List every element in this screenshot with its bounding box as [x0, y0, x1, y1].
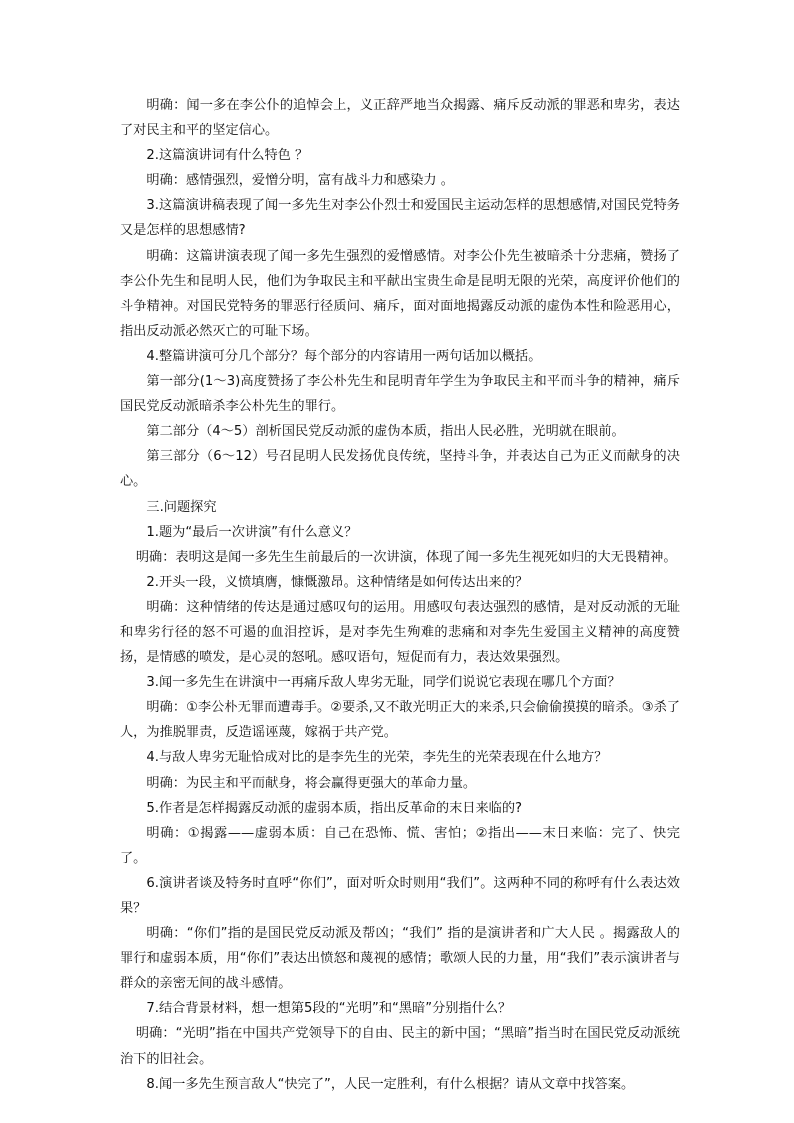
answer-paragraph-3: 明确：这篇讲演表现了闻一多先生强烈的爱憎感情。对李公仆先生被暗杀十分悲痛，赞扬了李公仆先生和昆明人民，他们为争取民主和平献出宝贵生命是昆明无限的光荣，高度评价他们的斗争精神。对国民党特务的罪恶行径质问、痛斥，面对面地揭露反动派的虚伪本性和险恶用心，指出反动派必然灭亡的可耻下场。	[120, 248, 680, 339]
inquiry-question-5: 5.作者是怎样揭露反动派的虚弱本质，指出反革命的末日来临的?	[146, 800, 523, 816]
inquiry-answer-7: 明确：“光明”指在中国共产党领导下的自由、民主的新中国；“黑暗”指当时在国民党反动派统治下的旧社会。	[120, 1026, 680, 1067]
inquiry-question-7: 7.结合背景材料，想一想第5段的“光明”和“黑暗”分别指什么？	[146, 1001, 512, 1017]
inquiry-answer-3: 明确：①李公朴无罪而遭毒手。②要杀,又不敢光明正大的来杀,只会偷偷摸摸的暗杀。③杀了人，为推脱罪责，反造谣诬蔑，嫁祸于共产党。	[120, 700, 680, 741]
document-page	[120, 93, 680, 1097]
inquiry-question-1: 1.题为“最后一次讲演”有什么意义？	[146, 524, 358, 540]
inquiry-answer-4: 明确：为民主和平而献身，将会赢得更强大的革命力量。	[146, 775, 477, 791]
answer-paragraph-1: 明确：闻一多在李公仆的追悼会上，义正辞严地当众揭露、痛斥反动派的罪恶和卑劣，表达了对民主和平的坚定信心。	[120, 98, 680, 139]
section-heading-inquiry: 三.问题探究	[146, 499, 217, 515]
inquiry-answer-5: 明确：①揭露——虚弱本质：自己在恐怖、慌、害怕；②指出——末日来临：完了、快完了。	[120, 825, 680, 866]
inquiry-question-2: 2.开头一段，义愤填膺，慷慨激昂。这种情绪是如何传达出来的？	[146, 574, 529, 590]
inquiry-question-4: 4.与敌人卑劣无耻恰成对比的是李先生的光荣，李先生的光荣表现在什么地方？	[146, 750, 608, 766]
question-4: 4.整篇讲演可分几个部分？每个部分的内容请用一两句话加以概括。	[146, 348, 542, 364]
inquiry-answer-2: 明确：这种情绪的传达是通过感叹句的运用。用感叹句表达强烈的感情，是对反动派的无耻和卑劣行径的怒不可遏的血泪控诉，是对李先生殉难的悲痛和对李先生爱国主义精神的高度赞扬，是情感的喷发，是心灵的怒吼。感叹语句，短促而有力，表达效果强烈。	[120, 599, 680, 666]
question-2: 2.这篇演讲词有什么特色 ？	[146, 148, 309, 164]
answer-paragraph-2: 明确：感情强烈，爱憎分明，富有战斗力和感染力 。	[146, 173, 454, 189]
inquiry-question-8: 8.闻一多先生预言敌人“快完了”，人民一定胜利，有什么根据？请从文章中找答案。	[146, 1076, 635, 1092]
inquiry-question-3: 3.闻一多先生在讲演中一再痛斥敌人卑劣无耻，同学们说说它表现在哪几个方面？	[146, 675, 621, 691]
part-three-summary: 第三部分（6～12）号召昆明人民发扬优良传统，坚持斗争，并表达自己为正义而献身的决心。	[120, 449, 680, 490]
part-one-summary: 第一部分(1～3)高度赞扬了李公朴先生和昆明青年学生为争取民主和平而斗争的精神，痛斥国民党反动派暗杀李公朴先生的罪行。	[120, 374, 680, 415]
part-two-summary: 第二部分（4～5）剖析国民党反动派的虚伪本质，指出人民必胜，光明就在眼前。	[146, 424, 625, 440]
inquiry-answer-6: 明确：“你们”指的是国民党反动派及帮凶；“我们” 指的是演讲者和广大人民 。揭露敌人的罪行和虚弱本质，用“你们”表达出愤怒和蔑视的感情；歌颂人民的力量，用“我们”表示演讲者与群众的亲密无间的战斗感情。	[120, 926, 680, 992]
inquiry-answer-1: 明确：表明这是闻一多先生生前最后的一次讲演，体现了闻一多先生视死如归的大无畏精神。	[135, 549, 677, 565]
inquiry-question-6: 6.演讲者谈及特务时直呼“你们”，面对听众时则用“我们”。这两种不同的称呼有什么表达效果？	[120, 875, 680, 916]
question-3: 3.这篇演讲稿表现了闻一多先生对李公仆烈士和爱国民主运动怎样的思想感情,对国民党特务又是怎样的思想感情?	[120, 198, 680, 239]
